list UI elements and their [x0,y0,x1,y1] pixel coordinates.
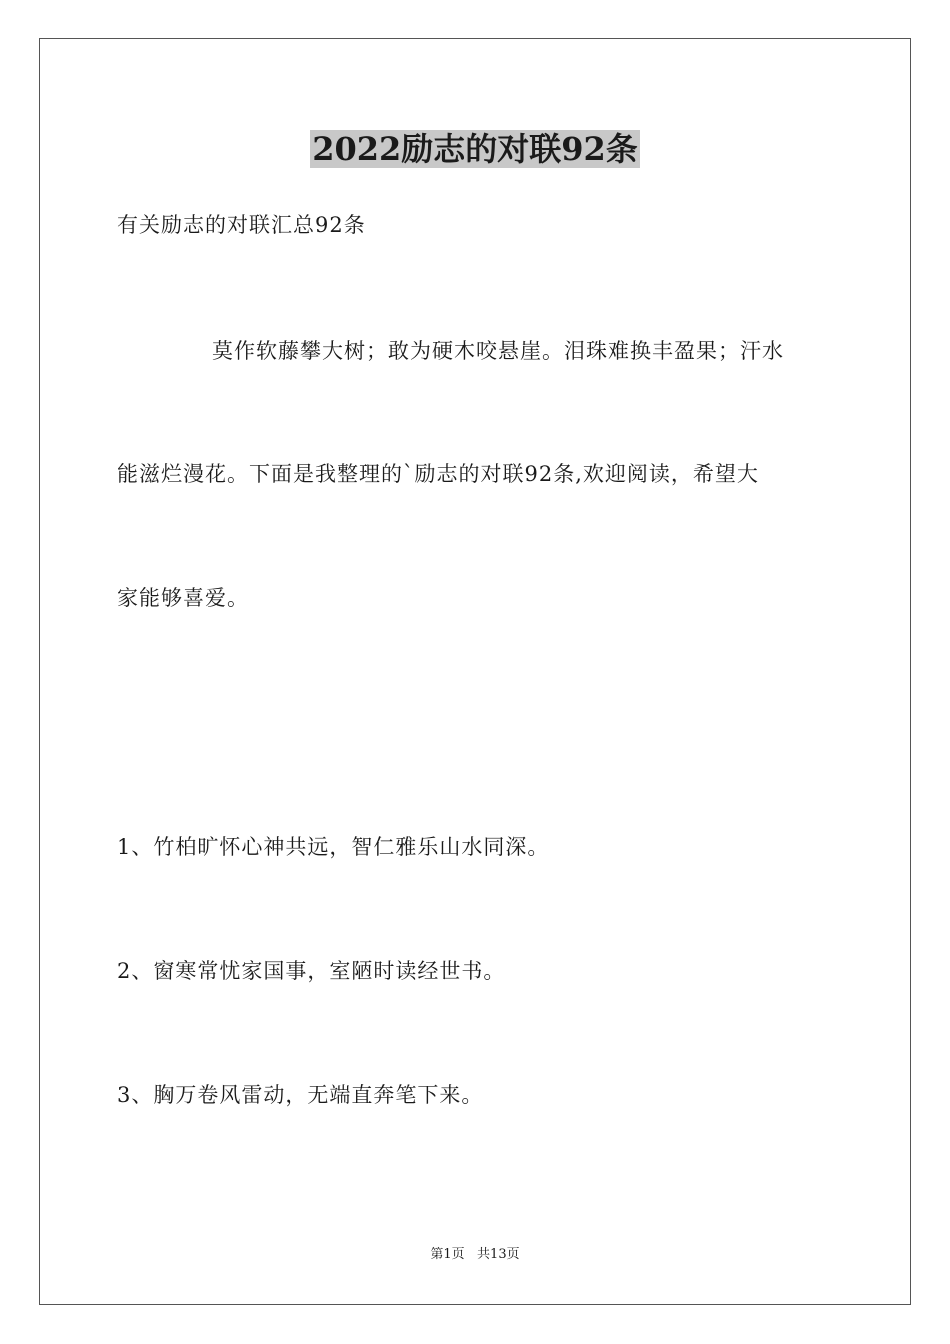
subtitle-line: 有关励志的对联汇总92条 [117,213,366,237]
intro-line-3: 家能够喜爱。 [117,586,249,610]
couplet-item-2: 2、窗寒常忧家国事，室陋时读经世书。 [117,959,506,983]
page-footer: 第1页 共13页 [430,1247,520,1262]
title-text: 2022励志的对联92条 [312,130,638,168]
couplet-item-3: 3、胸万卷风雷动，无端直奔笔下来。 [117,1083,484,1107]
document-title [0,127,950,171]
intro-line-1: 莫作软藤攀大树；敢为硬木咬悬崖。泪珠难换丰盈果；汗水 [212,339,784,363]
couplet-item-1: 1、竹柏旷怀心神共远，智仁雅乐山水同深。 [117,835,550,859]
intro-line-2: 能滋烂漫花。下面是我整理的`励志的对联92条,欢迎阅读，希望大 [117,462,759,486]
